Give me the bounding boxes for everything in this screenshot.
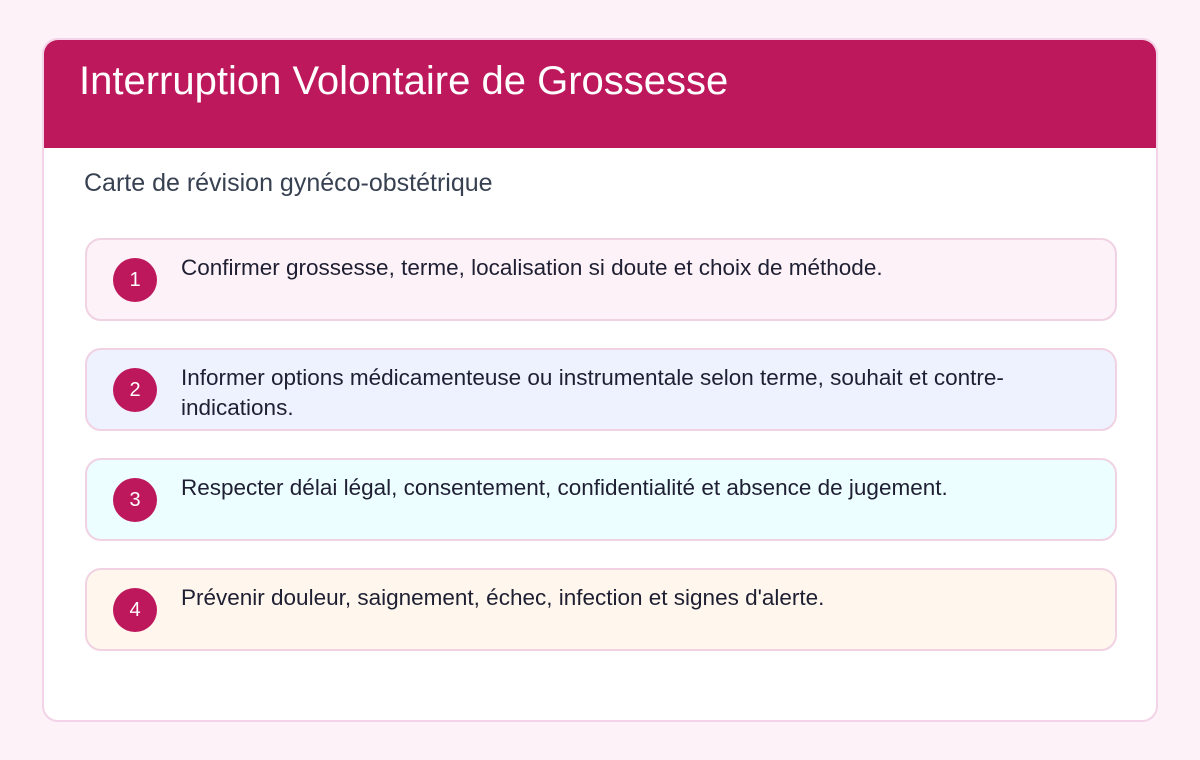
step-item [85, 348, 1117, 431]
step-number-badge: 2 [113, 368, 157, 412]
step-number-badge: 3 [113, 478, 157, 522]
step-item [85, 458, 1117, 541]
step-number-badge: 4 [113, 588, 157, 632]
step-item [85, 568, 1117, 651]
steps-list [85, 238, 1117, 678]
step-number-badge: 1 [113, 258, 157, 302]
step-text: Confirmer grossesse, terme, localisation si doute et choix de méthode. [181, 255, 883, 280]
card-header [42, 38, 1158, 148]
card-title: Interruption Volontaire de Grossesse [79, 59, 729, 103]
step-text: Respecter délai légal, consentement, confidentialité et absence de jugement. [181, 475, 948, 500]
card-subtitle: Carte de révision gynéco-obstétrique [84, 169, 493, 197]
step-item [85, 238, 1117, 321]
step-text: Informer options médicamenteuse ou instrumentale selon terme, souhait et contre-indications. [181, 365, 1004, 420]
step-text: Prévenir douleur, saignement, échec, infection et signes d'alerte. [181, 585, 825, 610]
revision-card [42, 38, 1158, 722]
